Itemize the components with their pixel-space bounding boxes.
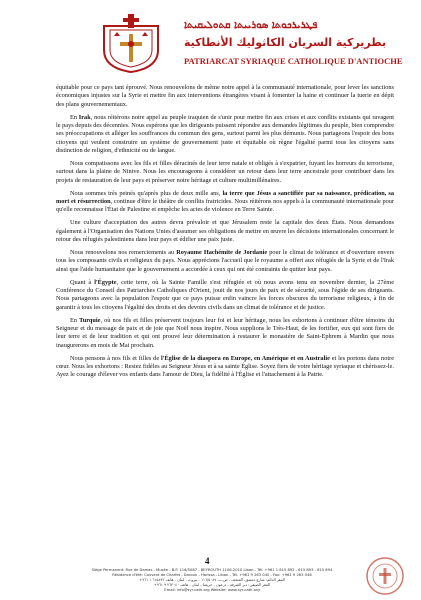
footer-summer-residence-line: Résidence d'été: Couvent de Charfet - Daroun - Harissa - Liban - Tél. +961 9 263 040 - Fax: +961 9 263 046 (112, 573, 312, 577)
paragraph-jerusalem: Une culture d'acceptation des autres devra prévaloir et que Jérusalem reste la capitale des deux États. Nous demandons également à l'Organisation des Nations Unies d'assumer ses obligations de mettre en œuvre les décisions internationales concernant le retour des réfugiés palestiniens dans leur pays et édifier une paix juste. (56, 219, 394, 243)
footer-address-line: Siège Permanent: Rue de Damas - Musée - B.P. 116/5087 - BEYROUTH 1106-2010 Liban - Tél. +961 1 615 892 - 615 893 - 615 894 (91, 568, 333, 572)
page-number: 4 (205, 556, 210, 566)
letterhead-french-title: PATRIARCAT SYRIAQUE CATHOLIQUE D'ANTIOCHE (184, 56, 403, 66)
paragraph-diaspora: Nous pensons à nos fils et filles de l'Église de la diaspora en Europe, en Amérique et en Australie et les portons dans notre cœur. Nous les exhortons : Restez fidèles au Seigneur Jésus et à sa sainte Église. Soyez fiers de votre héritage syriaque et chérissez-le. Ayez le courage d'élever vos enfants dans l'amour de Dieu, la fidélité à l'Église et l'attachement à la Patrie. (56, 354, 394, 379)
paragraph-jordan: Nous renouvelons nos remerciements au Royaume Hachémite de Jordanie pour le climat de tolérance et d'ouverture envers tous les composants civils et religieux du pays. Nous apprécions l'accueil que le royaume a offert aux réfugiés de la Syrie et de l'Irak ainsi que l'aide humanitaire que le gouvernement a accordée à ceux qui ont été contraints de quitter leur pays. (56, 249, 394, 273)
official-seal-stamp (364, 556, 406, 596)
paragraph-holy-land: Nous sommes très peinés qu'après plus de deux mille ans, la terre que Jésus a sanctifiée par sa naissance, prédication, sa mort et résurrection, continue d'être le théâtre de conflits fratricides. Nous réitérons nos appels à la communauté internationale pour qu'elle reconnaisse l'État de Palestine et empêche les actes de violence en Terre Sainte. (56, 189, 394, 214)
letterhead-syriac-title: ܦܛܪܝܪܟܘܬܐ ܣܘܪܝܝܬܐ ܩܬܘܠܝܩܝܬܐ (184, 20, 318, 31)
letterhead (44, 6, 403, 76)
paragraph-syria-continued: équitable pour ce pays tant éprouvé. Nous renouvelons de même notre appel à la communauté internationale, pour lever les sanctions économiques injustes sur la Syrie et mettre fin aux interventions étrangères visant à fomenter la haine et continuer la tuerie en dépit des plans gouvernementaux. (56, 84, 394, 108)
patriarchal-coat-of-arms-logo (96, 12, 166, 74)
paragraph-displaced: Nous compatissons avec les fils et filles déracinés de leur terre natale et obligés à s'expatrier, fuyant les horreurs du terrorisme, surtout dans la plaine de Ninive. Nous les encourageons à considérer un retour dans leur terre ancestrale pour contribuer dans les projets de restauration de leur pays et préserver notre héritage et culture multimillénaires. (56, 159, 394, 184)
footer-arabic-summer-line: المقر الصيفي: دير الشرفة - درعون - حريصا - لبنان - هاتف ٢٦٣٠٤٠ ٩ ٩٦١+ (153, 583, 271, 587)
paragraph-turkey: En Turquie, où nos fils et filles préservent toujours leur foi et leur héritage, nous les exhortons à continuer d'être témoins du Seigneur et du message de paix et de joie que Noël nous inspire. Nous supplions le Très-Haut, de les fortifier, eux qui sont fiers de leur terre et de leur tradition et qui ont prouvé leur détermination à restaurer le monastère de Saint-Ephrem à Mardin que nous inaugurerons en mois de Mai prochain. (56, 316, 394, 349)
paragraph-iraq: En Irak, nous réitérons notre appel au peuple iraquien de s'unir pour mettre fin aux crises et aux conflits existants qui ravagent le pays depuis des décennies. Nous espérons que les dirigeants puissent répondre aux demandes légitimes du peuple, bien comprendre ses préoccupations et alléger les souffrances du commun des gens, surtout parmi les plus démunis. Nous partageons l'espoir des bons citoyens qui veulent construire un système de gouvernement juste et équitable où règne l'égalité parmi tous les citoyens sans distinction de religion, d'ethnicité ou de langue. (56, 113, 394, 154)
letter-body (56, 84, 394, 384)
letterhead-footer (44, 568, 380, 593)
letterhead-arabic-title: بطريركية السريان الكاثوليك الأنطاكية (184, 36, 387, 49)
footer-arabic-address-line: المقر الدائم: شارع دمشق، المتحف - ص.ب. ١١٦/٥٠٨٧ - بيروت - لبنان - هاتف ٦١٥٨٩٢ ١ ٩٦١+ (139, 578, 285, 582)
paragraph-egypt: Quant à l'Égypte, cette terre, où la Sainte Famille s'est réfugiée et où nous avons tenu en novembre dernier, la 27ème Conférence du Conseil des Patriarches Catholiques d'Orient, jouit de nos jours de paix et de sécurité, sous l'égide de ses dirigeants. Nous partageons avec la population l'espoir que ce pays puisse enfin vaincre les forces obscures du terrorisme religieux, à fin de garantir à tous les citoyens l'égalité des droits et des devoirs civils dans un climat de tolérance et de justice. (56, 278, 394, 311)
footer-contact-line: Email: info@syr-cath.org Website: www.syr-cath.org (164, 588, 260, 592)
